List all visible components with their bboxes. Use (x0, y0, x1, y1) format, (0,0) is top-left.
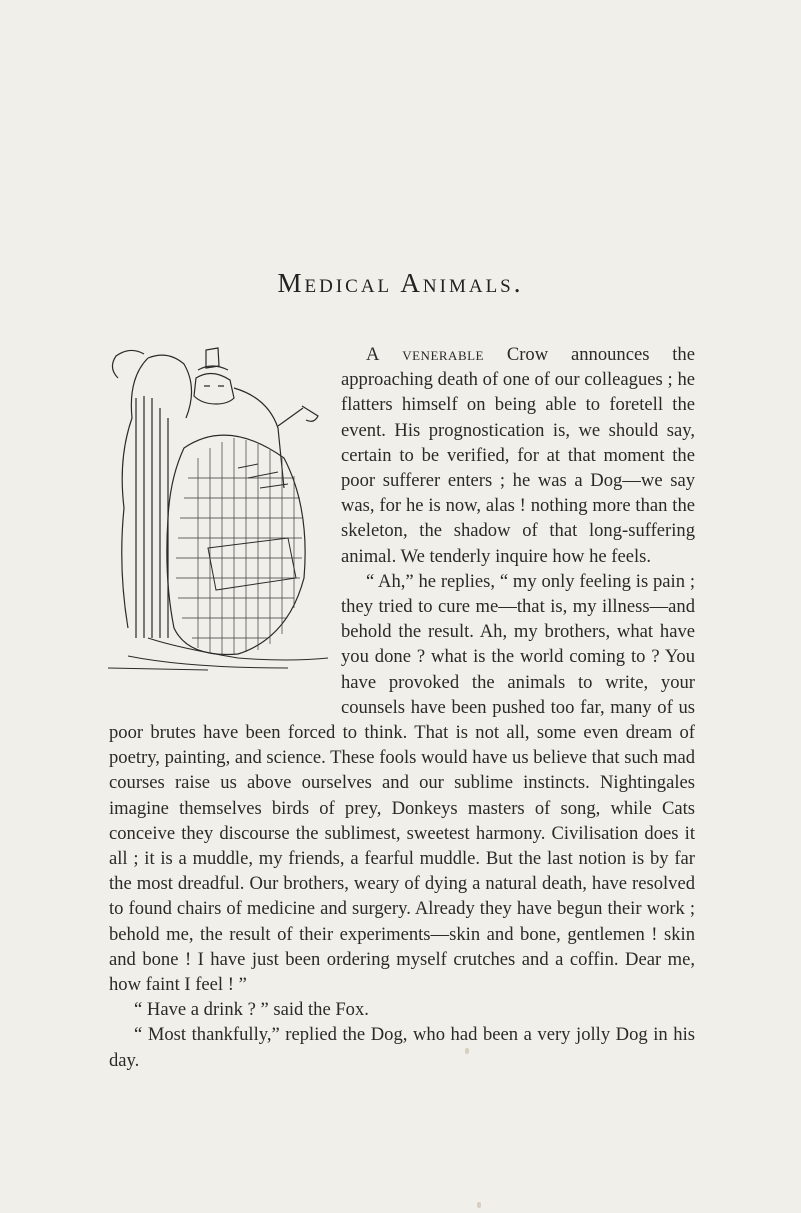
paragraph-2: “ Ah,” he replies, “ my only feeling is pain ; they tried to cure me—that is, my illness—and behold the result. Ah, my brothers, what have you done ? what is the world coming to ? You have provoked the animals to write, your counsels have been pushed too far, many of us poor brutes have been forced to think. That is not all, some even dream of poetry, painting, and science. These fools would have us believe that such mad courses raise us above ourselves and our sublime instincts. Nightingales imagine themselves birds of prey, Donkeys masters of song, while Cats conceive they discourse the sublimest, sweetest harmony. Civilisation does it all ; it is a muddle, my friends, a fearful muddle. But the last notion is by far the most dreadful. Our brothers, weary of dying a natural death, have resolved to found chairs of medicine and surgery. Already they have begun their work ; behold me, the result of their experiments—skin and bone, gentlemen ! skin and bone ! I have just been ordering myself crutches and a coffin. Dear me, how faint I feel ! ” (109, 570, 695, 996)
paragraph-1-text: Crow announces the approaching death of one of our colleagues ; he flatters himself on being able to foretell the event. His prognostication is, we should say, certain to be verified, for at that moment the poor sufferer enters ; he was a Dog—we say was, for he is now, alas ! nothing more than the skeleton, the shadow of that long-suffering animal. We tenderly inquire how he feels. (341, 344, 695, 567)
chapter-title: Medical Animals. (277, 268, 524, 298)
body-text (109, 342, 695, 1073)
paragraph-4: “ Most thankfully,” replied the Dog, who had been a very jolly Dog in his day. (109, 1024, 695, 1071)
paragraph-1-lead: A venerable (366, 344, 484, 365)
illustration-float-space (109, 342, 341, 695)
paragraph-3: “ Have a drink ? ” said the Fox. (134, 999, 369, 1021)
paper-blemish (477, 1202, 481, 1208)
paper-blemish (465, 1048, 469, 1054)
